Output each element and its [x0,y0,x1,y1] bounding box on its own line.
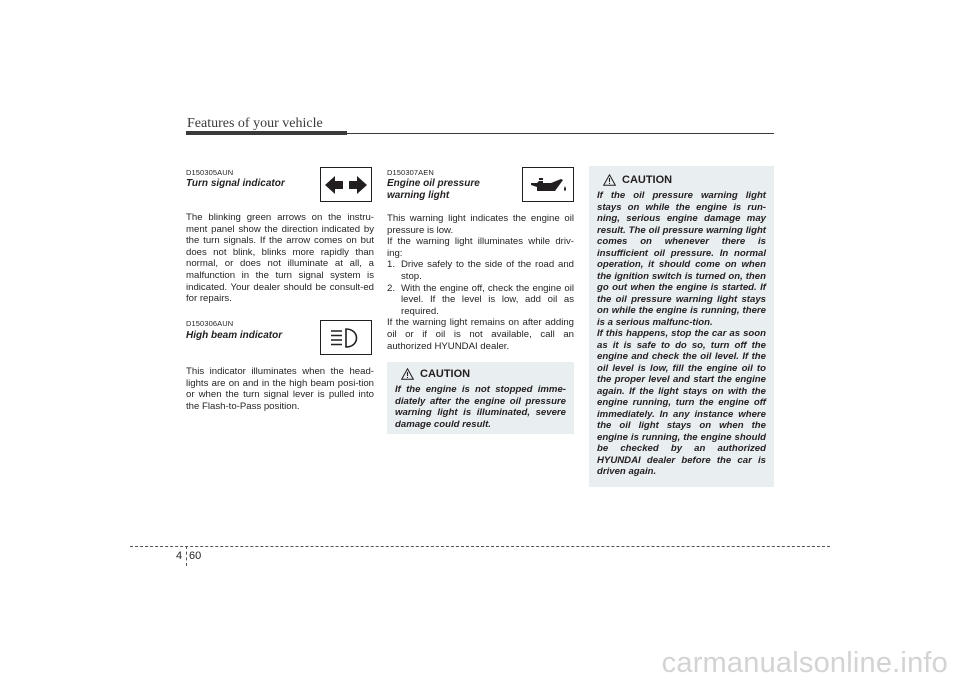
header-rule-thin [347,133,774,134]
caution-box-large [589,166,774,487]
footer-separator [186,546,187,566]
oil-pressure-outro: If the warning light remains on after adding oil or if oil is not available, call an authorized HYUNDAI dealer. [387,317,574,352]
section-title-oil-pressure [387,178,480,202]
caution-box-small [387,362,574,434]
page-number: 60 [189,550,202,562]
step-number: 2. [387,282,396,294]
oil-can-icon [527,174,569,196]
oil-pressure-steps [387,259,574,317]
caution-para-1: If the oil pressure warning light stays on while the engine is run-ning, serious engine damage may result. The oil pressure warning light comes on whenever there is insufficient oil pressure. In normal operation, it should come on when the ignition switch is turned on, then go out when the engine is started. If the oil pressure warning light stays on while the engine is running, there is a serious malfunc-tion. [597,190,766,328]
turn-signal-arrows-icon [324,174,368,196]
section-title-turn-signal: Turn signal indicator [186,178,285,189]
watermark-text: carmanualsonline.info [661,647,948,679]
high-beam-icon-box [320,320,372,355]
oil-pressure-icon-box [522,167,574,202]
step-text: With the engine off, check the engine oil level. If the level is low, add oil as required. [401,282,574,317]
caution-heading: CAUTION [420,368,471,380]
section-title-high-beam: High beam indicator [186,330,283,341]
section-title-oil-pressure-line2: warning light [387,190,450,201]
high-beam-icon [329,327,363,349]
caution-body: If the engine is not stopped imme-diately after the engine oil pressure warning light is illuminated, severe damage could result. [395,384,566,430]
oil-pressure-intro2: If the warning light illuminates while driv-ing: [387,236,574,259]
section-code-turn-signal: D150305AUN [186,168,234,177]
step-text: Drive safely to the side of the road and stop. [401,259,574,282]
high-beam-body: This indicator illuminates when the head-lights are on and in the high beam posi-tion or when the turn signal lever is pulled into the Flash-to-Pass position. [186,366,374,412]
section-code-oil-pressure: D150307AEN [387,168,434,177]
warning-triangle-icon [603,174,616,186]
caution-heading-row [597,174,766,186]
caution-heading-row [395,368,566,380]
turn-signal-icon-box [320,167,372,202]
step-number: 1. [387,259,396,271]
list-item [387,259,574,282]
page-header-title: Features of your vehicle [187,116,323,131]
oil-pressure-intro1: This warning light indicates the engine oil pressure is low. [387,213,574,236]
turn-signal-body: The blinking green arrows on the instru-ment panel show the direction indicated by the turn signals. If the arrow comes on but does not blink, blinks more rapidly than normal, or does not illuminate at all, a malfunction in the turn signal system is indicated. Your dealer should be consult-ed for repairs. [186,212,374,305]
footer-rule [130,546,830,547]
oil-pressure-body [387,213,574,352]
warning-triangle-icon [401,368,414,380]
caution-body [597,190,766,478]
caution-heading: CAUTION [622,174,673,186]
section-title-oil-pressure-line1: Engine oil pressure [387,178,480,189]
caution-para-2: If this happens, stop the car as soon as it is safe to do so, turn off the engine and check the oil level. If the oil level is low, fill the engine oil to the proper level and start the engine again. If the light stays on with the engine running, turn the engine off immediately. In any instance where the oil light stays on when the engine is running, the engine should be checked by an authorized HYUNDAI dealer before the car is driven again. [597,328,766,477]
chapter-number: 4 [176,550,183,562]
section-code-high-beam: D150306AUN [186,319,234,328]
list-item [387,283,574,318]
header-rule-thick [186,131,347,135]
